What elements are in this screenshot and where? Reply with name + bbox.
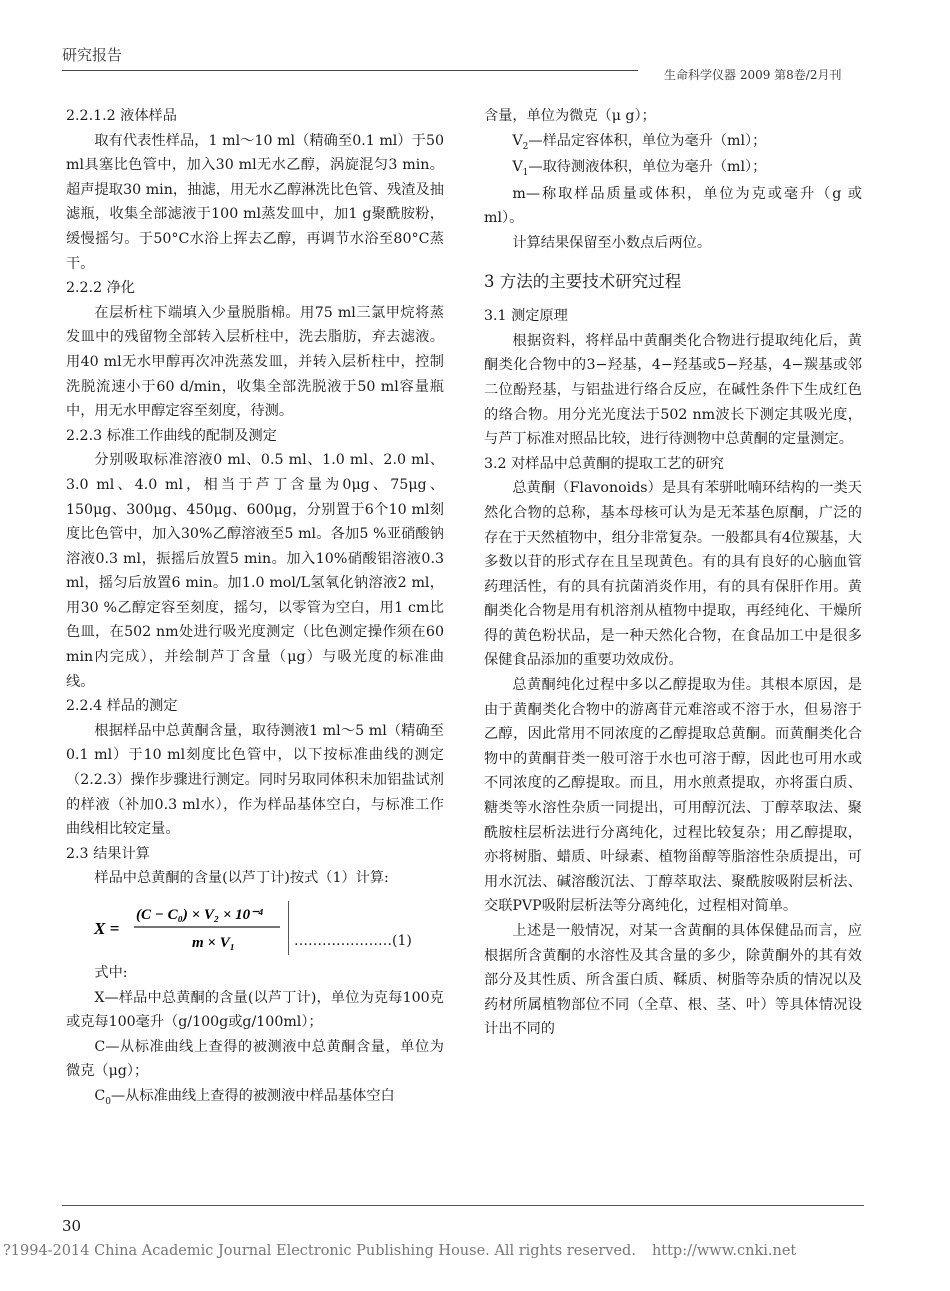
heading-2-2-1-2: 2.2.1.2 液体样品 [66, 108, 177, 124]
c0-subscript: 0 [105, 1096, 111, 1107]
footer-url[interactable]: http://www.cnki.net [651, 1243, 797, 1259]
definition-c0 [66, 1084, 444, 1111]
c0-text: —从标准曲线上查得的被测液中样品基体空白 [110, 1087, 395, 1104]
formula-divider [288, 901, 289, 955]
formula-denominator: m × V₁ [192, 935, 235, 951]
v2-subscript: 2 [522, 141, 529, 152]
paragraph-calculation: 样品中总黄酮的含量(以芦丁计)按式（1）计算: [94, 870, 389, 887]
heading-3-2: 3.2 对样品中总黄酮的提取工艺的研究 [484, 455, 724, 472]
definition-v1 [484, 155, 862, 182]
where-label: 式中: [94, 965, 128, 981]
paragraph-liquid-sample: 取有代表性样品，1 ml～10 ml（精确至0.1 ml）于50 ml具塞比色管中，加入30 ml无水乙醇，涡旋混匀3 min。超声提取30 min，抽滤，用无水乙醇淋洗比色管、残渣及抽滤瓶，收集全部滤液于100 ml蒸发皿中，加1 g聚酰胺粉，缓慢摇匀。于50°C水浴上挥去乙醇，再调节水浴至80°C蒸干。 [66, 132, 444, 272]
running-header-section: 研究报告 [62, 46, 123, 64]
page-number: 30 [62, 1217, 82, 1235]
formula-lhs: X = [94, 919, 120, 938]
heading-2-2-3: 2.2.3 标准工作曲线的配制及测定 [66, 427, 277, 444]
copyright-text: ?1994-2014 China Academic Journal Electronic Publishing House. All rights reserved. [3, 1243, 636, 1259]
definition-v2 [484, 129, 862, 156]
definition-c: C—从标准曲线上查得的被测液中总黄酮含量，单位为微克（μg）； [66, 1038, 444, 1080]
v2-text: —样品定容体积，单位为毫升（ml）； [528, 132, 767, 149]
heading-3-1: 3.1 测定原理 [484, 308, 568, 325]
formula-number: …………………(1) [294, 933, 412, 949]
paragraph-sample-determination: 根据样品中总黄酮含量，取待测液1 ml～5 ml（精确至0.1 ml）于10 ml刻度比色管中，以下按标准曲线的测定（2.2.3）操作步骤进行测定。同时另取同体积未加铝盐试剂的样液（补加0.3 ml水），作为样品基体空白，与标准工作曲线相比较定量。 [66, 722, 444, 838]
c0-symbol: C [94, 1087, 106, 1104]
formula-numerator: (C − C₀) × V₂ × 10⁻⁴ [136, 907, 264, 923]
formula-graphic [92, 897, 282, 957]
left-column [66, 104, 444, 1111]
footer-rule [62, 1205, 864, 1206]
v1-symbol: V [512, 159, 523, 176]
header-rule [62, 70, 638, 71]
definition-c0-continued: 含量，单位为微克（μ g）； [484, 108, 656, 124]
paragraph-rounding: 计算结果保留至小数点后两位。 [512, 234, 712, 251]
paragraph-ethanol-extraction: 总黄酮纯化过程中多以乙醇提取为佳。其根本原因，是由于黄酮类化合物中的游离苷元难溶或不溶于水，但易溶于乙醇，因此常用不同浓度的乙醇提取总黄酮。而黄酮类化合物中的黄酮苷类一般可溶于水也可溶于醇，因此也可用水或不同浓度的乙醇提取。而且，用水煎煮提取，亦将蛋白质、糖类等水溶性杂质一同提出，可用醇沉法、丁醇萃取法、聚酰胺柱层析法进行分离纯化，过程比较复杂；用乙醇提取，亦将树脂、蜡质、叶绿素、植物甾醇等脂溶性杂质提出，可用水沉法、碱溶酸沉法、丁醇萃取法、聚酰胺吸附层析法、交联PVP吸附层析法等分离纯化，过程相对简单。 [484, 677, 862, 915]
definition-x: X—样品中总黄酮的含量(以芦丁计)，单位为克每100克或克每100毫升（g/100g或g/100ml）； [66, 989, 444, 1031]
formula-1 [66, 897, 444, 957]
running-header-journal: 生命科学仪器 2009 第8卷/2月刊 [664, 68, 842, 82]
v2-symbol: V [512, 132, 523, 149]
paragraph-flavonoids-intro: 总黄酮（Flavonoids）是具有苯骈吡喃环结构的一类天然化合物的总称，基本母核可认为是无苯基色原酮，广泛的存在于天然植物中，组分非常复杂。一般都具有4位羰基，大多数以苷的形式存在且呈现黄色。有的具有良好的心脑血管药理活性，有的具有抗菌消炎作用，有的具有保肝作用。黄酮类化合物是用有机溶剂从植物中提取，再经纯化、干燥所得的黄色粉状品，是一种天然化合物，在食品加工中是很多保健食品添加的重要功效成份。 [484, 480, 862, 669]
definition-m: m—称取样品质量或体积，单位为克或毫升（g 或 ml）。 [484, 185, 862, 227]
heading-2-2-4: 2.2.4 样品的测定 [66, 698, 178, 715]
paragraph-purification: 在层析柱下端填入少量脱脂棉。用75 ml三氯甲烷将蒸发皿中的残留物全部转入层析柱中，洗去脂肪，弃去滤液。用40 ml无水甲醇再次冲洗蒸发皿，并转入层析柱中，控制洗脱流速小于60 d/min，收集全部洗脱液于50 ml容量瓶中，用无水甲醇定容至刻度，待测。 [66, 304, 444, 420]
heading-2-3: 2.3 结果计算 [66, 845, 150, 862]
paragraph-specific-products: 上述是一般情况，对某一含黄酮的具体保健品而言，应根据所含黄酮的水溶性及其含量的多少，除黄酮外的其有效部分及其性质、所含蛋白质、鞣质、树脂等杂质的情况以及药材所属植物部位不同（全草、根、茎、叶）等具体情况设计出不同的 [484, 923, 862, 1038]
v1-text: —取待测液体积，单位为毫升（ml）； [528, 159, 767, 176]
v1-subscript: 1 [522, 168, 529, 179]
heading-3: 3 方法的主要技术研究过程 [484, 271, 682, 291]
paragraph-principle: 根据资料，将样品中黄酮类化合物进行提取纯化后，黄酮类化合物中的3−羟基，4−羟基或5−羟基，4−羰基或邻二位酚羟基，与铝盐进行络合反应，在碱性条件下生成红色的络合物。用分光光度法于502 nm波长下测定其吸光度，与芦丁标准对照品比较，进行待测物中总黄酮的定量测定。 [484, 332, 862, 448]
right-column [484, 104, 862, 1042]
copyright-footer [3, 1243, 796, 1259]
paragraph-standard-curve: 分别吸取标准溶液0 ml、0.5 ml、1.0 ml、2.0 ml、3.0 ml、4.0 ml，相当于芦丁含量为0μg、75μg、150μg、300μg、450μg、600μg，分别置于6个10 ml刻度比色管中，加入30%乙醇溶液至5 ml。各加5 %亚硝酸钠溶液0.3 ml，振摇后放置5 min。加入10%硝酸铝溶液0.3 ml，摇匀后放置6 min。加1.0 mol/L氢氧化钠溶液2 ml，用30 %乙醇定容至刻度，摇匀，以零管为空白，用1 cm比色皿，在502 nm处进行吸光度测定（比色测定操作须在60 min内完成），并绘制芦丁含量（μg）与吸光度的标准曲线。 [66, 452, 444, 690]
heading-2-2-2: 2.2.2 净化 [66, 280, 135, 297]
